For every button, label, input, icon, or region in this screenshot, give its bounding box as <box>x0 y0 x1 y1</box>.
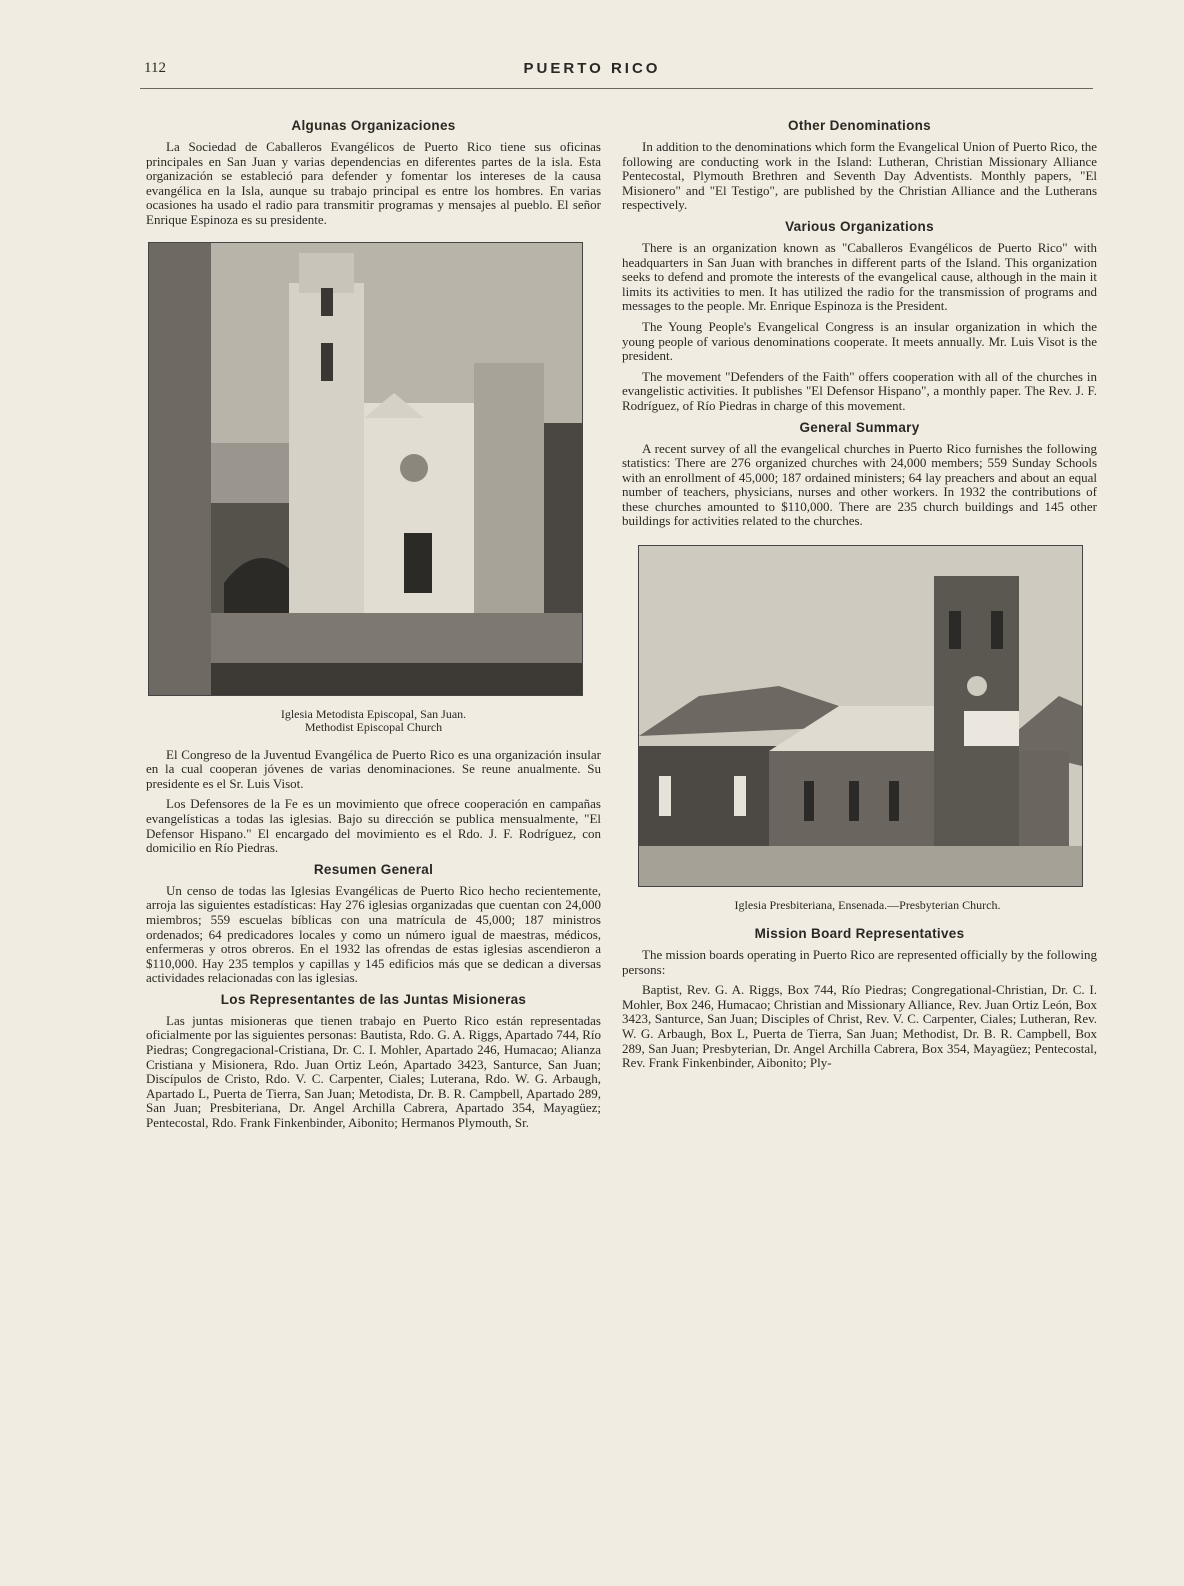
methodist-church-image <box>149 243 582 695</box>
section-heading-general-summary: General Summary <box>799 419 920 435</box>
section-heading-various: Various Organizations <box>785 218 934 234</box>
caption-line-spanish: Iglesia Metodista Episcopal, San Juan. <box>280 706 467 721</box>
paragraph: A recent survey of all the evangelical churches in Puerto Rico furnishes the following statistics: There are 276 organized churches with 24,000 members; 559 Sunday Schools with an enrollment of 45,000; 187 ordained ministers; 64 lay preachers and about an equal number of teachers, physicians, nurses and other workers. In 1932 the contributions of these churches amounted to $110,000. There are 235 church buildings and 145 other buildings for activities related to the churches. <box>622 440 1097 529</box>
paragraph: The Young People's Evangelical Congress is an insular organization in which the young people of various denominations cooperate. It meets annually. Mr. Luis Visot is the president. <box>622 318 1097 364</box>
page-number: 112 <box>144 60 166 76</box>
section-heading-mission-board: Mission Board Representatives <box>754 926 965 942</box>
paragraph: The movement "Defenders of the Faith" offers cooperation with all of the churches in evangelistic activities. It publishes "El Defensor Hispano", a monthly paper. The Rev. J. F. Rodríguez, of Río Piedras in charge of this movement. <box>622 368 1097 413</box>
photo-caption-methodist <box>146 708 601 734</box>
right-column <box>622 112 1097 1077</box>
photo-methodist-church <box>148 242 583 696</box>
running-title: PUERTO RICO <box>523 60 661 77</box>
paragraph: Baptist, Rev. G. A. Riggs, Box 744, Río Piedras; Congregational-Christian, Dr. C. I. Mohler, Box 246, Humacao; Christian and Missionary Alliance, Rev. Juan Ortiz León, Box 3423, Santurce, San Juan; Disciples of Christ, Rev. V. C. Carpenter, Ciales; Lutheran, Rev. W. G. Arbaugh, Box L, Puerta de Tierra, San Juan; Methodist, Dr. B. R. Campbell, Box 289, San Juan; Presbyterian, Dr. Angel Archilla Cabrera, Box 354, Mayagüez; Pentecostal, Rev. Frank Finkenbinder, Aibonito; Ply- <box>622 982 1097 1071</box>
section-heading-resumen: Resumen General <box>313 861 434 877</box>
header-rule <box>140 88 1093 89</box>
presbyterian-church-image <box>639 546 1082 886</box>
paragraph: Las juntas misioneras que tienen trabajo en Puerto Rico están representadas oficialmente por las siguientes personas: Bautista, Rdo. G. A. Riggs, Apartado 744, Río Piedras; Congregacional-Cristiana, Dr. C. I. Mohler, Apartado 246, Humacao; Alianza Cristiana y Misionera, Rdo. Juan Ortiz León, Apartado 3423, Santurce, San Juan; Discípulos de Cristo, Rdo. V. C. Carpenter, Ciales; Luterana, Rdo. W. G. Arbaugh, Apartado L, Puerta de Tierra, San Juan; Metodista, Dr. B. R. Campbell, Apartado 289, San Juan; Presbiteriana, Dr. Angel Archilla Cabrera, Apartado 354, Mayagüez; Pentecostal, Rdo. Frank Finkenbinder, Aibonito; Hermanos Plymouth, Sr. <box>146 1012 601 1131</box>
section-heading-representantes: Los Representantes de las Juntas Misioneras <box>220 991 527 1007</box>
paragraph: El Congreso de la Juventud Evangélica de Puerto Rico es una organización insular en la cual cooperan jóvenes de varias denominaciones. Se reune anualmente. Su presidente es el Sr. Luis Visot. <box>146 746 601 791</box>
paragraph: La Sociedad de Caballeros Evangélicos de Puerto Rico tiene sus oficinas principales en San Juan y varias dependencias en diferentes partes de la isla. Esta organización se estableció para defender y fomentar los intereses de la causa evangélica en la Isla, aunque su trabajo principal es entre los hombres. En varias ocasiones ha usado el radio para transmitir programas y mensajes al pueblo. El señor Enrique Espinoza es su presidente. <box>146 139 601 227</box>
section-heading-other-denominations: Other Denominations <box>788 118 931 133</box>
paragraph: Los Defensores de la Fe es un movimiento que ofrece cooperación en campañas evangelísticas a todas las iglesias. Bajo su dirección se publica mensualmente, "El Defensor Hispano." El encargado del movimiento es el Rdo. J. F. Rodríguez, con domicilio en Río Piedras. <box>146 796 601 856</box>
photo-caption-presbyterian: Iglesia Presbiteriana, Ensenada.—Presbyterian Church. <box>734 898 1001 913</box>
paragraph: The mission boards operating in Puerto Rico are represented officially by the following persons: <box>622 947 1097 977</box>
paragraph: There is an organization known as "Caballeros Evangélicos de Puerto Rico" with headquarters in San Juan with branches in different parts of the Island. This organization seeks to defend and promote the interests of the evangelical cause, although in the main it limits its activities to men. It has utilized the radio for the transmission of programs and messages to the people. Mr. Enrique Espinoza is the President. <box>622 239 1097 314</box>
left-column <box>146 112 601 1137</box>
section-heading-algunas: Algunas Organizaciones <box>291 118 456 133</box>
paragraph: Un censo de todas las Iglesias Evangélicas de Puerto Rico hecho recientemente, arroja las siguientes estadísticas: Hay 276 iglesias organizadas que cuentan con 24,000 miembros; 559 escuelas bíblicas con una matrícula de 45,000; 187 ministros ordenados; 64 predicadores locales y como un número igual de maestras, médicos, enfermeras y otros obreros. En el 1932 las ofrendas de estas iglesias ascendieron a $110,000. Hay 235 templos y capillas y 145 edificios más que se dedican a diversas actividades relacionadas con las iglesias. <box>146 882 601 986</box>
paragraph: In addition to the denominations which form the Evangelical Union of Puerto Rico, the following are conducting work in the Island: Lutheran, Christian Missionary Alliance Pentecostal, Plymouth Brethren and Seventh Day Adventists. Monthly papers, "El Misionero" and "El Testigo", are published by the Christian Alliance and the Lutherans respectively. <box>622 139 1097 213</box>
photo-presbyterian-church <box>638 545 1083 887</box>
caption-line-english: Methodist Episcopal Church <box>304 719 443 734</box>
